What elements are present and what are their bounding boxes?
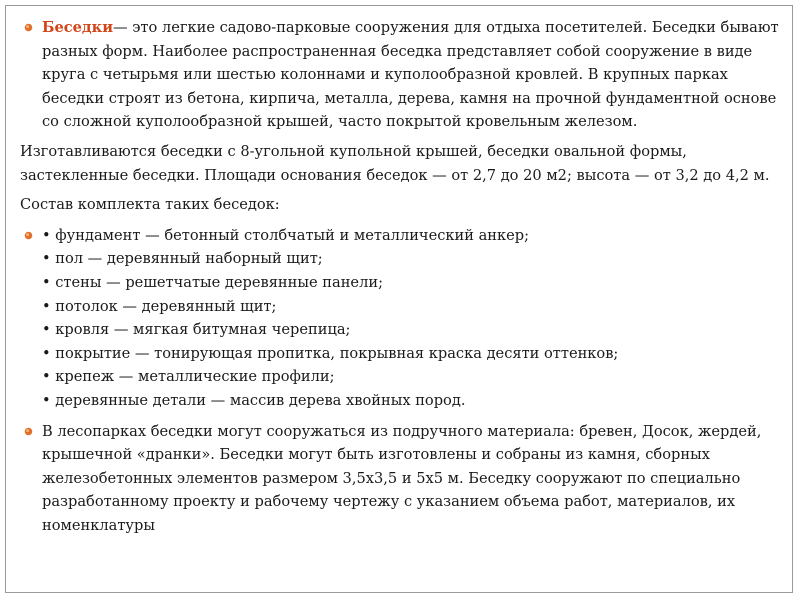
list-item: • стены — решетчатые деревянные панели; <box>42 273 383 291</box>
list-item: • покрытие — тонирующая пропитка, покрывная краска десяти оттенков; <box>42 344 619 362</box>
manufacture-paragraph: Изготавливаются беседки с 8-угольной купольной крышей, беседки овальной формы, застекленные беседки. Площади основания беседок — от 2,7 до 20 м2; высота — от 3,2 до 4,2 м. <box>20 142 770 184</box>
intro-text: — это легкие садово-парковые сооружения для отдыха посетителей. Беседки бывают разных форм. Наиболее распространенная беседка представляет собой сооружение в виде круга с четырьмя или шестью колоннами и куполообразной кровлей. В крупных парках беседки строят из бетона, кирпича, металла, дерева, камня на прочной фундаментной основе со сложной куполообразной крышей, часто покрытой кровельным железом. <box>42 19 779 131</box>
orange-dot-icon <box>24 231 33 240</box>
list-item: • фундамент — бетонный столбчатый и металлический анкер; <box>42 226 530 244</box>
slide-content <box>20 16 780 537</box>
intro-paragraph <box>20 16 780 134</box>
list-item: • кровля — мягкая битумная черепица; <box>42 321 351 339</box>
list-item: • деревянные детали — массив дерева хвойных пород. <box>42 391 466 409</box>
list-item: • пол — деревянный наборный щит; <box>42 250 323 268</box>
list-item: • потолок — деревянный щит; <box>42 297 277 315</box>
kit-list <box>20 224 780 413</box>
forest-text: В лесопарках беседки могут сооружаться из подручного материала: бревен, Досок, жердей, крышечной «дранки». Беседки могут быть изготовлены и собраны из камня, сборных железобетонных элементов размером 3,5х3,5 и 5х5 м. Беседку сооружают по специально разработанному проекту и рабочему чертежу с указанием объема работ, материалов, их номенклатуры <box>42 422 762 534</box>
term-besedki: Беседки <box>42 19 114 36</box>
orange-dot-icon <box>24 427 33 436</box>
forest-paragraph <box>20 420 780 538</box>
kit-heading: Состав комплекта таких беседок: <box>20 196 280 214</box>
orange-dot-icon <box>24 23 33 32</box>
list-item: • крепеж — металлические профили; <box>42 368 335 386</box>
